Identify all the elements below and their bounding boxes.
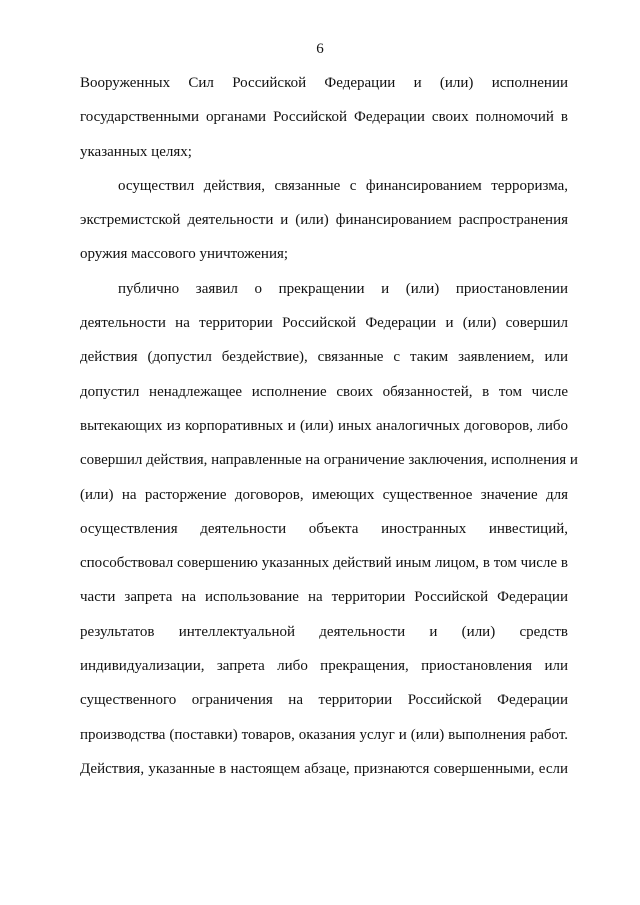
text-line: указанных целях;: [80, 143, 192, 160]
text-line: осуществил действия, связанные с финансированием терроризма,: [118, 177, 568, 194]
text-line: действия (допустил бездействие), связанные с таким заявлением, или: [80, 349, 568, 366]
text-line: государственными органами Российской Федерации своих полномочий в: [80, 109, 568, 126]
text-line: части запрета на использование на территории Российской Федерации: [80, 589, 568, 606]
text-line: индивидуализации, запрета либо прекращения, приостановления или: [80, 658, 568, 675]
page-number: 6: [316, 41, 324, 57]
text-line: совершил действия, направленные на ограничение заключения, исполнения и: [80, 452, 578, 469]
text-line: оружия массового уничтожения;: [80, 246, 289, 263]
text-line: существенного ограничения на территории Российской Федерации: [80, 692, 568, 709]
text-line: Действия, указанные в настоящем абзаце, признаются совершенными, если: [80, 760, 568, 777]
text-line: Вооруженных Сил Российской Федерации и (или) исполнении: [80, 75, 568, 91]
text-line: способствовал совершению указанных действий иным лицом, в том числе в: [80, 555, 568, 572]
text-line: производства (поставки) товаров, оказания услуг и (или) выполнения работ.: [80, 726, 568, 743]
text-line: (или) на расторжение договоров, имеющих существенное значение для: [80, 486, 568, 503]
text-line: результатов интеллектуальной деятельности и (или) средств: [80, 623, 568, 640]
body-text: [80, 74, 578, 794]
text-line: деятельности на территории Российской Федерации и (или) совершил: [80, 315, 568, 332]
text-line: допустил ненадлежащее исполнение своих обязанностей, в том числе: [80, 383, 568, 400]
text-line: экстремистской деятельности и (или) финансированием распространения: [80, 212, 568, 229]
text-line: публично заявил о прекращении и (или) приостановлении: [118, 280, 568, 297]
text-line: осуществления деятельности объекта иностранных инвестиций,: [80, 520, 568, 537]
text-line: вытекающих из корпоративных и (или) иных аналогичных договоров, либо: [80, 417, 568, 434]
